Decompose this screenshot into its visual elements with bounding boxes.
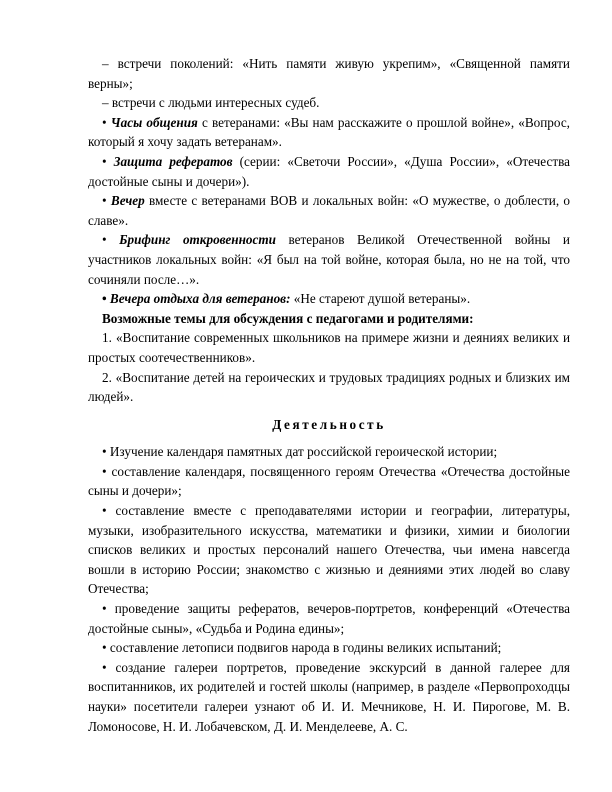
text-briefing: ветеранов Великой Отечественной войны и участников локальных войн: «Я был на той войне, которая была, но не на той, что сочиняли после…». [88,232,570,287]
document-page [88,54,570,736]
bullet-glyph: • [102,153,107,169]
paragraph-interesting-people: – встречи с людьми интересных судеб. [102,95,320,111]
label-evening: Вечер [110,193,145,209]
label-rest-evenings: Вечера отдыха для ветеранов: [109,291,291,307]
paragraph-briefing [88,230,570,289]
text-communication-hours: с ветеранами: «Вы нам расскажите о прошлой войне», «Вопрос, который я хочу задать ветеранам». [88,114,570,150]
discussion-topic-2: 2. «Воспитание детей на героических и трудовых традициях родных и близких им людей». [88,369,570,405]
bullet-glyph: • [102,193,107,209]
activity-item-5: • составление летописи подвигов народа в годины великих испытаний; [102,640,502,656]
paragraph-communication-hours [88,113,570,152]
bullet-glyph: • [102,291,107,307]
paragraph-rest-evenings [88,289,570,309]
activity-item-1: • Изучение календаря памятных дат российской героической истории; [102,444,498,460]
activity-item-3: • составление вместе с преподавателями истории и географии, литературы, музыки, изобразительного искусства, математики и физики, химии и биологии списков великих и простых персоналий нашего Отечества, чьи имена навсегда вошли в историю России; знакомство с жизнью и деяниями этих людей во славу Отечества; [88,503,570,597]
bullet-glyph: • [102,114,107,130]
activity-item-2: • составление календаря, посвященного героям Отечества «Отечества достойные сыны и дочери»; [88,463,570,499]
paragraph-reports-defense [88,152,570,191]
text-rest-evenings: «Не стареют душой ветераны». [290,291,471,307]
label-reports-defense: Защита рефератов [113,153,233,169]
text-reports-defense: (серии: «Светочи России», «Душа России», «Отечества достойные сыны и дочери»). [88,153,570,189]
paragraph-evening [88,191,570,230]
discussion-topic-1: 1. «Воспитание современных школьников на примере жизни и деяниях великих и простых соотечественников». [88,330,570,365]
label-briefing: Брифинг откровенности [119,232,276,248]
paragraph-generations-meetings: – встречи поколений: «Нить памяти живую укрепим», «Священной памяти верны»; [88,56,570,91]
text-evening: вместе с ветеранами ВОВ и локальных войн: «О мужестве, о доблести, о славе». [88,193,570,228]
bullet-glyph: • [102,232,107,248]
activity-item-4: • проведение защиты рефератов, вечеров-портретов, конференций «Отечества достойные сыны», «Судьба и Родина едины»; [88,601,570,636]
activity-heading: Деятельность [272,416,386,432]
discussion-topics-title: Возможные темы для обсуждения с педагогами и родителями: [102,310,474,326]
activity-item-6: • создание галереи портретов, проведение экскурсий в данной галерее для воспитанников, их родителей и гостей школы (например, в разделе «Первопроходцы науки» посетители галереи узнают об И. И. Мечникове, Н. И. Пирогове, М. В. Ломоносове, Н. И. Лобачевском, Д. И. Менделееве, А. С. [88,659,570,734]
label-communication-hours: Часы общения [110,114,198,130]
